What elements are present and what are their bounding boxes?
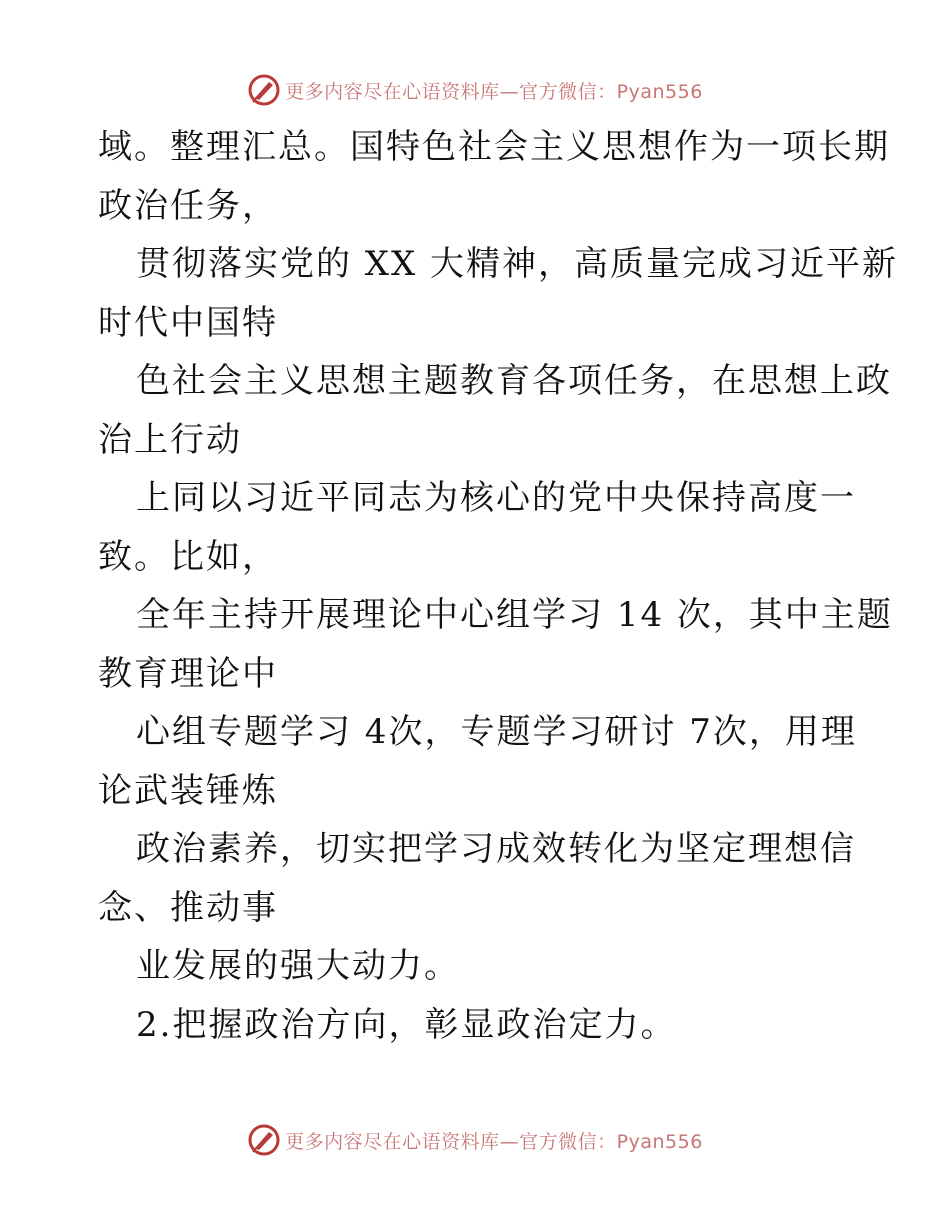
body-line: 色社会主义思想主题教育各项任务，在思想上政 bbox=[136, 361, 892, 401]
section-heading: 2.把握政治方向，彰显政治定力。 bbox=[136, 1004, 677, 1045]
header-watermark-banner bbox=[0, 70, 950, 110]
body-line: 致。比如， bbox=[98, 536, 278, 577]
footer-watermark-banner bbox=[0, 1120, 950, 1160]
body-line: 政治素养，切实把学习成效转化为坚定理想信 bbox=[136, 829, 856, 869]
body-line: 时代中国特 bbox=[98, 302, 278, 343]
body-line: 论武装锤炼 bbox=[98, 770, 278, 811]
body-line: 域。整理汇总。国特色社会主义思想作为一项长期 bbox=[98, 127, 890, 167]
document-body bbox=[98, 118, 899, 1054]
body-line: 上同以习近平同志为核心的党中央保持高度一 bbox=[136, 478, 856, 518]
body-line: 政治任务， bbox=[98, 185, 278, 226]
body-line: 治上行动 bbox=[98, 419, 242, 460]
watermark-text: 更多内容尽在心语资料库—官方微信：Pyan556 bbox=[285, 80, 703, 103]
body-line: 心组专题学习 4次，专题学习研讨 7次，用理 bbox=[136, 712, 857, 752]
body-line: 业发展的强大动力。 bbox=[136, 946, 460, 986]
body-line: 念、推动事 bbox=[98, 887, 278, 928]
body-line: 贯彻落实党的 XX 大精神，高质量完成习近平新 bbox=[136, 244, 899, 284]
watermark-text: 更多内容尽在心语资料库—官方微信：Pyan556 bbox=[285, 1130, 703, 1153]
quill-logo-icon bbox=[247, 73, 281, 107]
quill-logo-icon bbox=[247, 1123, 281, 1157]
body-line: 全年主持开展理论中心组学习 14 次，其中主题 bbox=[136, 595, 893, 635]
body-line: 教育理论中 bbox=[98, 653, 278, 694]
